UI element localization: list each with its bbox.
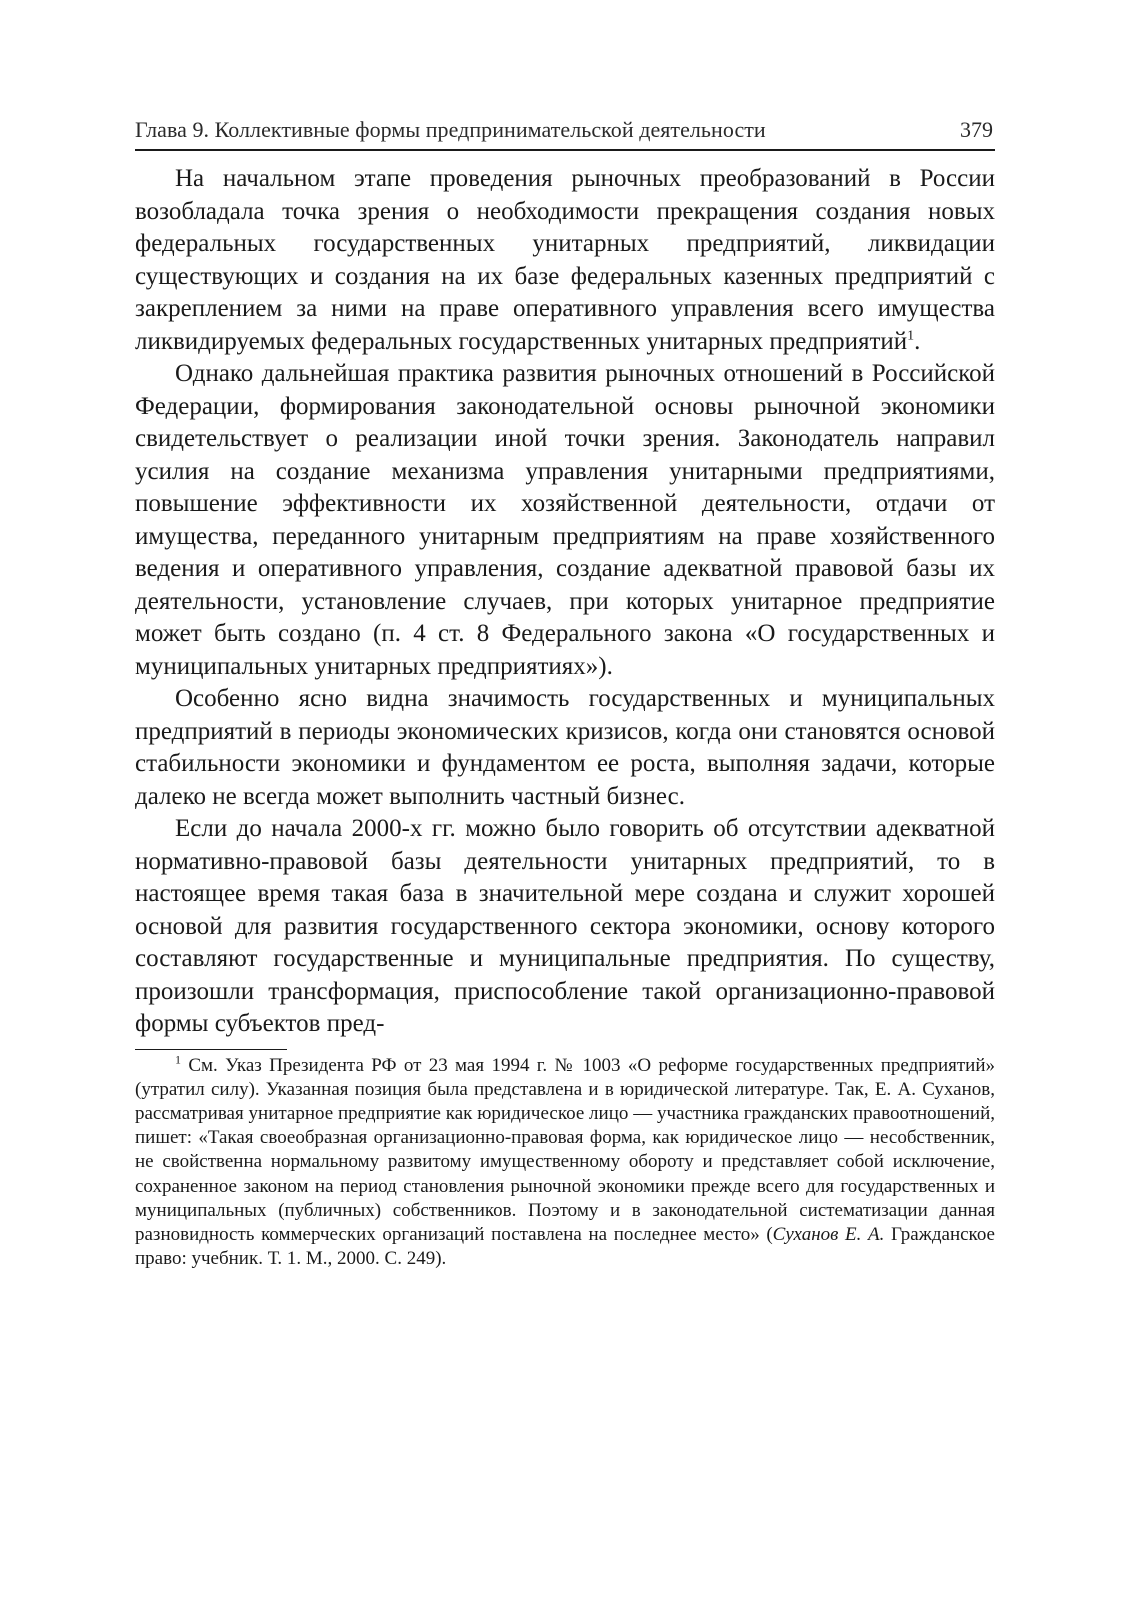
footnote-text-before: См. Указ Президента РФ от 23 мая 1994 г. № 1003 «О реформе государственных предприятий» (утратил силу). Указанная позиция была представлена и в юридической литературе. Так, Е. А. Суханов, рассматривая унитарное предприятие как юридическое лицо — участника гражданских правоотношений, пишет: «Такая своеобразная организационно-правовая форма, как юридическое лицо — несобственник, не свойственна нормальному развитому имущественному обороту и представляет собой исключение, сохраненное законом на период становления рыночной экономики прежде всего для государственных и муниципальных (публичных) собственников. Поэтому и в законодательной систематизации данная разновидность коммерческих организаций поставлена на последнее место» ( (135, 1054, 995, 1245)
running-header (135, 115, 995, 151)
page-number: 379 (960, 117, 993, 142)
footnote-author: Суханов Е. А. (772, 1223, 885, 1245)
footnote-separator (135, 1049, 287, 1050)
footnote-reference[interactable]: 1 (907, 328, 915, 344)
paragraph-4: Если до начала 2000-х гг. можно было говорить об отсутствии адекватной нормативно-правовой базы деятельности унитарных предприятий, то в настоящее время такая база в значительной мере создана и служит хорошей основой для развития государственного сектора экономики, основу которого составляют государственные и муниципальные предприятия. По существу, произошли трансформация, приспособление такой организационно-правовой формы субъектов пред- (135, 815, 995, 1037)
paragraph-1-text: На начальном этапе проведения рыночных преобразований в России возобладала точка зрения о необходимости прекращения создания новых федеральных государственных унитарных предприятий, ликвидации существующих и создания на их базе федеральных казенных предприятий с закреплением за ними на праве оперативного управления всего имущества ликвидируемых федеральных государственных унитарных предприятий (135, 165, 995, 355)
paragraph-1 (135, 163, 995, 358)
chapter-title: Глава 9. Коллективные формы предпринимательской деятельности (135, 117, 766, 142)
book-page (135, 115, 995, 1271)
paragraph-1-end: . (914, 327, 921, 355)
paragraph-2: Однако дальнейшая практика развития рыночных отношений в Российской Федерации, формирования законодательной основы рыночной экономики свидетельствует о реализации иной точки зрения. Законодатель направил усилия на создание механизма управления унитарными предприятиями, повышение эффективности их хозяйственной деятельности, отдачи от имущества, переданного унитарным предприятиям на праве хозяйственного ведения и оперативного управления, создание адекватной правовой базы их деятельности, установление случаев, при которых унитарное предприятие может быть создано (п. 4 ст. 8 Федерального закона «О государственных и муниципальных унитарных предприятиях»). (135, 360, 995, 680)
footnote-marker: 1 (175, 1052, 181, 1067)
footnote-text-after: Гражданское право: учебник. Т. 1. М., 2000. С. 249). (135, 1223, 995, 1270)
paragraph-3: Особенно ясно видна значимость государственных и муниципальных предприятий в периоды экономических кризисов, когда они становятся основой стабильности экономики и фундаментом ее роста, выполняя задачи, которые далеко не всегда может выполнить частный бизнес. (135, 685, 995, 810)
main-text (135, 163, 995, 1041)
footnote-1 (135, 1054, 995, 1272)
